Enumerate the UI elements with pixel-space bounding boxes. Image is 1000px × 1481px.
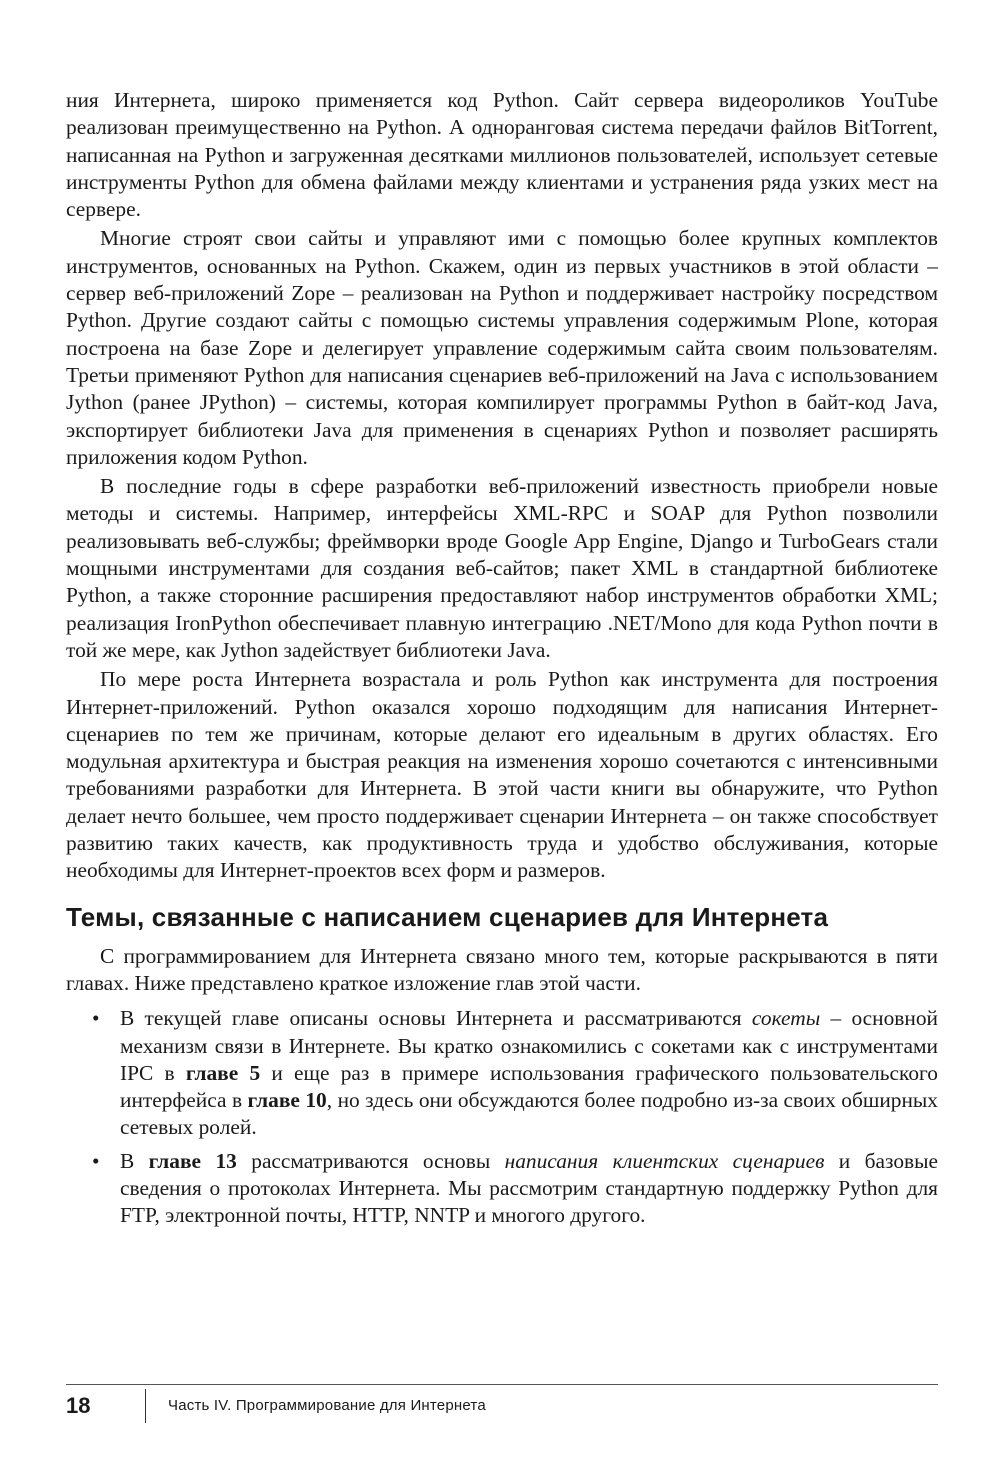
emphasis: сокеты bbox=[751, 1006, 821, 1031]
list-item bbox=[66, 1005, 938, 1141]
list-item bbox=[66, 1148, 938, 1230]
chapter-list bbox=[66, 1005, 938, 1229]
paragraph: По мере роста Интернета возрастала и роль Python как инструмента для построения Интернет-приложений. Python оказался хорошо подходящим для написания Интернет-сценариев по тем же причинам, которые делают его идеальным в других областях. Его модульная архитектура и быстрая реакция на изменения хорошо сочетаются с интенсивными требованиями разработки для Интернета. В этой части книги вы обнаружите, что Python делает нечто большее, чем просто поддерживает сценарии Интернета – он также способствует развитию таких качеств, как продуктивность труда и удобство обслуживания, которые необходимы для Интернет-проектов всех форм и размеров. bbox=[66, 667, 938, 883]
body-text bbox=[66, 87, 938, 1236]
section-heading: Темы, связанные с написанием сценариев для Интернета bbox=[66, 901, 829, 932]
chapter-ref: главе 10 bbox=[247, 1088, 327, 1113]
paragraph-continued: ния Интернета, широко применяется код Python. Сайт сервера видеороликов YouTube реализован преимущественно на Python. А одноранговая система передачи файлов BitTorrent, написанная на Python и загруженная десятками миллионов пользователей, использует сетевые инструменты Python для обмена файлами между клиентами и устранения ряда узких мест на сервере. bbox=[66, 88, 938, 222]
footer-divider bbox=[145, 1389, 146, 1423]
page-number: 18 bbox=[66, 1393, 91, 1418]
list-item-text: В текущей главе описаны основы Интернета и рассматриваются сокеты – основной механизм связи в Интернете. Вы кратко ознакомились с сокетами как с инструментами IPC в главе 5 и еще раз в примере использования графического пользовательского интерфейса в главе 10, но здесь они обсуждаются более подробно из-за своих обширных сетевых ролей. bbox=[120, 1006, 938, 1140]
emphasis: написания клиентских сценариев bbox=[504, 1148, 825, 1173]
page-footer bbox=[66, 1384, 938, 1435]
section-intro: С программированием для Интернета связано много тем, которые раскрываются в пяти главах. Ниже представлено краткое изложение глав этой части. bbox=[66, 943, 938, 995]
chapter-ref: главе 13 bbox=[148, 1148, 237, 1173]
chapter-ref: главе 5 bbox=[185, 1060, 261, 1085]
running-title: Часть IV. Программирование для Интернета bbox=[168, 1397, 486, 1414]
bullet-icon: • bbox=[92, 1148, 100, 1173]
list-item-text: В главе 13 рассматриваются основы написания клиентских сценариев и базовые сведения о протоколах Интернета. Мы рассмотрим стандартную поддержку Python для FTP, электронной почты, HTTP, NNTP и многого другого. bbox=[120, 1148, 938, 1228]
paragraph: В последние годы в сфере разработки веб-приложений известность приобрели новые методы и системы. Например, интерфейсы XML-RPC и SOAP для Python позволили реализовывать веб-службы; фреймворки вроде Google App Engine, Django и TurboGears стали мощными инструментами для создания веб-сайтов; пакет XML в стандартной библиотеке Python, а также сторонние расширения предоставляют набор инструментов обработки XML; реализация IronPython обеспечивает плавную интеграцию .NET/Mono для кода Python почти в той же мере, как Jython задействует библиотеки Java. bbox=[66, 474, 938, 662]
paragraph: Многие строят свои сайты и управляют ими с помощью более крупных комплектов инструментов, основанных на Python. Скажем, один из первых участников в этой области – сервер веб-приложений Zope – реализован на Python и поддерживает настройку посредством Python. Другие создают сайты с помощью системы управления содержимым Plone, которая построена на базе Zope и делегирует управление содержимым сайта своим пользователям. Третьи применяют Python для написания сценариев веб-приложений на Java с использованием Jython (ранее JPython) – системы, которая компилирует программы Python в байт-код Java, экспортирует библиотеки Java для применения в сценариях Python и позволяет расширять приложения кодом Python. bbox=[66, 226, 938, 469]
bullet-icon: • bbox=[92, 1006, 100, 1031]
